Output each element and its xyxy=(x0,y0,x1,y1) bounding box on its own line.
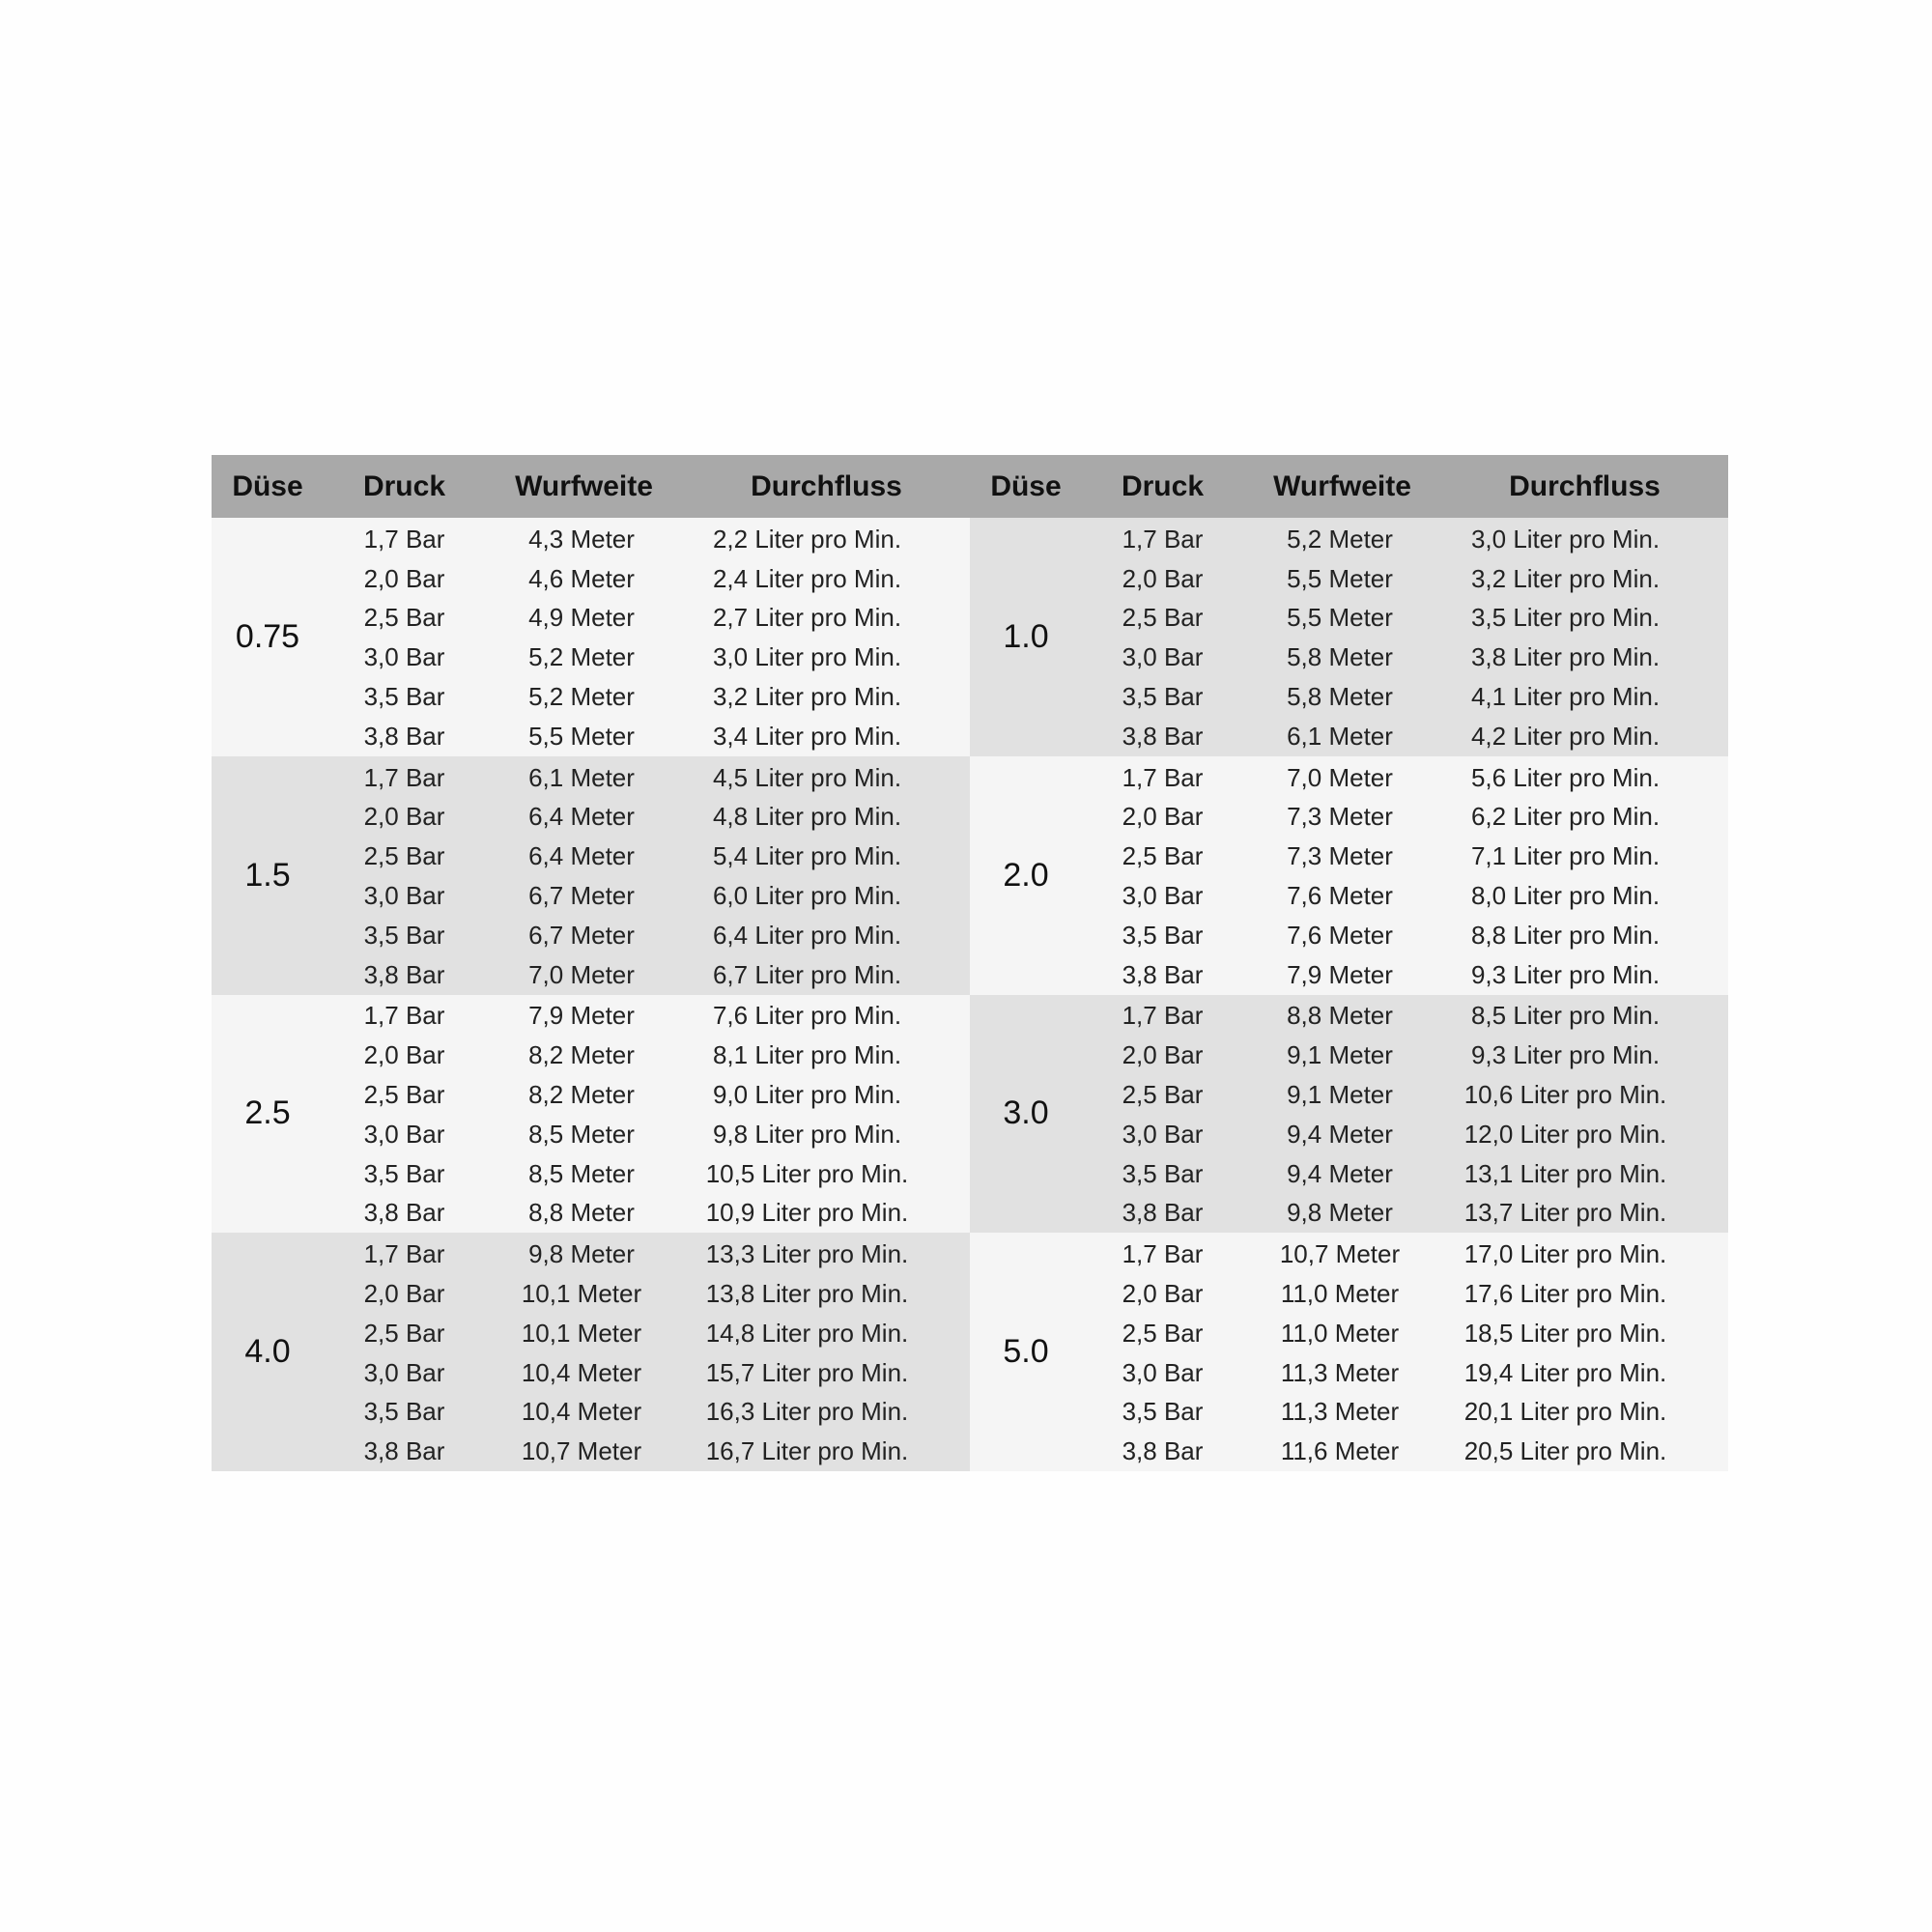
table-row xyxy=(324,798,970,838)
druck-cell: 2,5 Bar xyxy=(1122,841,1204,871)
wurfweite-cell: 5,5 Meter xyxy=(1287,603,1393,633)
nozzle-size: 5.0 xyxy=(1003,1333,1049,1371)
druck-cell: 2,0 Bar xyxy=(1122,563,1204,593)
wurfweite-cell: 9,4 Meter xyxy=(1287,1158,1393,1188)
nozzle-size: 1.0 xyxy=(1003,617,1049,655)
nozzle-size: 2.0 xyxy=(1003,856,1049,894)
table-row xyxy=(1082,1115,1728,1154)
durchfluss-cell: 5,4 Liter pro Min. xyxy=(712,841,902,871)
druck-cell: 3,5 Bar xyxy=(363,682,445,712)
wurfweite-cell: 7,0 Meter xyxy=(1287,762,1393,792)
druck-cell: 3,8 Bar xyxy=(1122,721,1204,751)
durchfluss-cell: 17,0 Liter pro Min. xyxy=(1463,1239,1667,1269)
nozzle-group-row xyxy=(212,756,1728,995)
durchfluss-cell: 10,9 Liter pro Min. xyxy=(705,1198,909,1228)
wurfweite-cell: 10,4 Meter xyxy=(521,1357,642,1387)
druck-cell: 2,0 Bar xyxy=(1122,802,1204,832)
wurfweite-cell: 10,7 Meter xyxy=(521,1436,642,1466)
druck-cell: 3,5 Bar xyxy=(363,920,445,950)
table-row xyxy=(324,1235,970,1274)
druck-cell: 1,7 Bar xyxy=(1122,1001,1204,1031)
measurement-lines xyxy=(1082,995,1728,1234)
druck-cell: 1,7 Bar xyxy=(363,1239,445,1269)
druck-cell: 3,0 Bar xyxy=(363,1119,445,1149)
wurfweite-cell: 11,3 Meter xyxy=(1280,1357,1400,1387)
wurfweite-cell: 7,6 Meter xyxy=(1287,881,1393,911)
durchfluss-cell: 14,8 Liter pro Min. xyxy=(705,1318,909,1348)
durchfluss-cell: 10,5 Liter pro Min. xyxy=(705,1158,909,1188)
durchfluss-cell: 4,2 Liter pro Min. xyxy=(1470,721,1661,751)
durchfluss-cell: 7,1 Liter pro Min. xyxy=(1470,841,1661,871)
durchfluss-cell: 3,0 Liter pro Min. xyxy=(1470,524,1661,554)
wurfweite-cell: 6,1 Meter xyxy=(528,762,635,792)
druck-cell: 2,5 Bar xyxy=(363,841,445,871)
table-row xyxy=(324,916,970,955)
durchfluss-cell: 6,7 Liter pro Min. xyxy=(712,959,902,989)
header-duese-left: Düse xyxy=(232,469,303,502)
durchfluss-cell: 3,4 Liter pro Min. xyxy=(712,721,902,751)
nozzle-size: 3.0 xyxy=(1003,1094,1049,1132)
wurfweite-cell: 9,8 Meter xyxy=(528,1239,635,1269)
wurfweite-cell: 8,2 Meter xyxy=(528,1080,635,1110)
druck-cell: 2,0 Bar xyxy=(1122,1040,1204,1070)
durchfluss-cell: 8,1 Liter pro Min. xyxy=(712,1040,902,1070)
druck-cell: 3,5 Bar xyxy=(363,1397,445,1427)
wurfweite-cell: 5,2 Meter xyxy=(528,682,635,712)
durchfluss-cell: 3,5 Liter pro Min. xyxy=(1470,603,1661,633)
durchfluss-cell: 6,0 Liter pro Min. xyxy=(712,881,902,911)
druck-cell: 3,8 Bar xyxy=(1122,1436,1204,1466)
table-body xyxy=(212,518,1728,1471)
wurfweite-cell: 11,0 Meter xyxy=(1280,1318,1400,1348)
durchfluss-cell: 9,3 Liter pro Min. xyxy=(1470,959,1661,989)
wurfweite-cell: 7,9 Meter xyxy=(528,1001,635,1031)
wurfweite-cell: 5,2 Meter xyxy=(528,642,635,672)
durchfluss-cell: 8,0 Liter pro Min. xyxy=(1470,881,1661,911)
wurfweite-cell: 10,4 Meter xyxy=(521,1397,642,1427)
wurfweite-cell: 7,9 Meter xyxy=(1287,959,1393,989)
table-row xyxy=(324,559,970,599)
header-duese-right: Düse xyxy=(990,469,1062,502)
druck-cell: 3,8 Bar xyxy=(363,1198,445,1228)
druck-cell: 1,7 Bar xyxy=(363,1001,445,1031)
nozzle-group-row xyxy=(212,518,1728,756)
wurfweite-cell: 4,6 Meter xyxy=(528,563,635,593)
table-row xyxy=(324,638,970,677)
wurfweite-cell: 8,8 Meter xyxy=(528,1198,635,1228)
table-row xyxy=(324,1115,970,1154)
header-durchfluss-right: Durchfluss xyxy=(1509,469,1661,502)
druck-cell: 2,5 Bar xyxy=(1122,603,1204,633)
table-row xyxy=(1082,1353,1728,1393)
nozzle-block-left xyxy=(212,1233,970,1471)
wurfweite-cell: 7,3 Meter xyxy=(1287,802,1393,832)
wurfweite-cell: 6,4 Meter xyxy=(528,841,635,871)
druck-cell: 3,0 Bar xyxy=(1122,881,1204,911)
table-row xyxy=(324,520,970,559)
nozzle-size: 1.5 xyxy=(244,856,291,894)
table-row xyxy=(1082,520,1728,559)
wurfweite-cell: 7,3 Meter xyxy=(1287,841,1393,871)
table-row xyxy=(1082,1314,1728,1353)
druck-cell: 3,0 Bar xyxy=(1122,1119,1204,1149)
durchfluss-cell: 8,5 Liter pro Min. xyxy=(1470,1001,1661,1031)
durchfluss-cell: 3,2 Liter pro Min. xyxy=(1470,563,1661,593)
measurement-lines xyxy=(1082,756,1728,995)
wurfweite-cell: 9,1 Meter xyxy=(1287,1080,1393,1110)
durchfluss-cell: 12,0 Liter pro Min. xyxy=(1463,1119,1667,1149)
durchfluss-cell: 3,0 Liter pro Min. xyxy=(712,642,902,672)
table-row xyxy=(1082,1075,1728,1115)
durchfluss-cell: 10,6 Liter pro Min. xyxy=(1463,1080,1667,1110)
table-row xyxy=(1082,1235,1728,1274)
durchfluss-cell: 13,1 Liter pro Min. xyxy=(1463,1158,1667,1188)
measurement-lines xyxy=(324,1233,970,1471)
wurfweite-cell: 10,1 Meter xyxy=(521,1279,642,1309)
wurfweite-cell: 10,7 Meter xyxy=(1279,1239,1401,1269)
measurement-lines xyxy=(324,518,970,756)
table-row xyxy=(324,599,970,639)
wurfweite-cell: 5,5 Meter xyxy=(528,721,635,751)
nozzle-block-right xyxy=(970,518,1728,756)
table-row xyxy=(1082,1036,1728,1075)
druck-cell: 2,0 Bar xyxy=(363,802,445,832)
table-header xyxy=(212,455,1728,518)
durchfluss-cell: 18,5 Liter pro Min. xyxy=(1463,1318,1667,1348)
druck-cell: 1,7 Bar xyxy=(363,762,445,792)
table-row xyxy=(324,1353,970,1393)
durchfluss-cell: 7,6 Liter pro Min. xyxy=(712,1001,902,1031)
druck-cell: 3,8 Bar xyxy=(363,721,445,751)
durchfluss-cell: 9,3 Liter pro Min. xyxy=(1470,1040,1661,1070)
table-row xyxy=(324,758,970,798)
druck-cell: 3,8 Bar xyxy=(1122,959,1204,989)
wurfweite-cell: 8,5 Meter xyxy=(528,1119,635,1149)
wurfweite-cell: 9,8 Meter xyxy=(1287,1198,1393,1228)
wurfweite-cell: 6,7 Meter xyxy=(528,881,635,911)
table-row xyxy=(324,1393,970,1433)
durchfluss-cell: 20,1 Liter pro Min. xyxy=(1463,1397,1667,1427)
table-row xyxy=(324,677,970,717)
nozzle-table xyxy=(212,455,1728,1471)
durchfluss-cell: 17,6 Liter pro Min. xyxy=(1463,1279,1667,1309)
table-row xyxy=(1082,1154,1728,1194)
durchfluss-cell: 6,2 Liter pro Min. xyxy=(1470,802,1661,832)
wurfweite-cell: 7,0 Meter xyxy=(528,959,635,989)
durchfluss-cell: 9,0 Liter pro Min. xyxy=(712,1080,902,1110)
durchfluss-cell: 13,8 Liter pro Min. xyxy=(705,1279,909,1309)
druck-cell: 2,0 Bar xyxy=(363,1279,445,1309)
durchfluss-cell: 5,6 Liter pro Min. xyxy=(1470,762,1661,792)
nozzle-block-right xyxy=(970,995,1728,1234)
table-row xyxy=(1082,559,1728,599)
durchfluss-cell: 6,4 Liter pro Min. xyxy=(712,920,902,950)
durchfluss-cell: 2,2 Liter pro Min. xyxy=(712,524,902,554)
header-druck-right: Druck xyxy=(1121,469,1205,502)
table-row xyxy=(324,717,970,756)
measurement-lines xyxy=(1082,1233,1728,1471)
druck-cell: 3,8 Bar xyxy=(363,1436,445,1466)
nozzle-block-right xyxy=(970,756,1728,995)
nozzle-block-left xyxy=(212,518,970,756)
durchfluss-cell: 16,7 Liter pro Min. xyxy=(705,1436,909,1466)
durchfluss-cell: 8,8 Liter pro Min. xyxy=(1470,920,1661,950)
wurfweite-cell: 10,1 Meter xyxy=(521,1318,642,1348)
table-row xyxy=(1082,997,1728,1037)
nozzle-size: 2.5 xyxy=(244,1094,291,1132)
nozzle-group-row xyxy=(212,995,1728,1234)
table-row xyxy=(324,1314,970,1353)
druck-cell: 2,5 Bar xyxy=(363,603,445,633)
nozzle-block-right xyxy=(970,1233,1728,1471)
table-row xyxy=(324,997,970,1037)
table-row xyxy=(324,876,970,916)
table-row xyxy=(1082,916,1728,955)
nozzle-size: 4.0 xyxy=(244,1333,291,1371)
table-row xyxy=(324,1154,970,1194)
durchfluss-cell: 16,3 Liter pro Min. xyxy=(705,1397,909,1427)
druck-cell: 3,0 Bar xyxy=(363,642,445,672)
table-row xyxy=(1082,1194,1728,1234)
table-row xyxy=(1082,717,1728,756)
table-row xyxy=(1082,599,1728,639)
druck-cell: 3,5 Bar xyxy=(1122,920,1204,950)
nozzle-group-row xyxy=(212,1233,1728,1471)
table-row xyxy=(324,1194,970,1234)
nozzle-block-left xyxy=(212,995,970,1234)
wurfweite-cell: 6,1 Meter xyxy=(1287,721,1393,751)
druck-cell: 3,5 Bar xyxy=(363,1158,445,1188)
durchfluss-cell: 2,4 Liter pro Min. xyxy=(712,563,902,593)
durchfluss-cell: 4,8 Liter pro Min. xyxy=(712,802,902,832)
table-row xyxy=(1082,798,1728,838)
header-druck-left: Druck xyxy=(362,469,446,502)
druck-cell: 3,8 Bar xyxy=(363,959,445,989)
header-wurfweite-left: Wurfweite xyxy=(515,469,653,502)
wurfweite-cell: 5,8 Meter xyxy=(1287,642,1393,672)
durchfluss-cell: 4,5 Liter pro Min. xyxy=(712,762,902,792)
durchfluss-cell: 15,7 Liter pro Min. xyxy=(705,1357,909,1387)
table-row xyxy=(1082,638,1728,677)
druck-cell: 2,5 Bar xyxy=(363,1080,445,1110)
table-row xyxy=(1082,677,1728,717)
header-wurfweite-right: Wurfweite xyxy=(1273,469,1411,502)
druck-cell: 3,0 Bar xyxy=(1122,1357,1204,1387)
durchfluss-cell: 13,7 Liter pro Min. xyxy=(1463,1198,1667,1228)
wurfweite-cell: 5,8 Meter xyxy=(1287,682,1393,712)
druck-cell: 2,5 Bar xyxy=(1122,1080,1204,1110)
table-row xyxy=(1082,876,1728,916)
measurement-lines xyxy=(1082,518,1728,756)
table-row xyxy=(1082,1393,1728,1433)
druck-cell: 2,0 Bar xyxy=(363,563,445,593)
druck-cell: 3,5 Bar xyxy=(1122,682,1204,712)
druck-cell: 3,8 Bar xyxy=(1122,1198,1204,1228)
table-row xyxy=(324,837,970,876)
durchfluss-cell: 13,3 Liter pro Min. xyxy=(705,1239,909,1269)
durchfluss-cell: 2,7 Liter pro Min. xyxy=(712,603,902,633)
wurfweite-cell: 11,0 Meter xyxy=(1280,1279,1400,1309)
table-row xyxy=(324,955,970,995)
durchfluss-cell: 4,1 Liter pro Min. xyxy=(1470,682,1661,712)
druck-cell: 2,0 Bar xyxy=(1122,1279,1204,1309)
wurfweite-cell: 9,1 Meter xyxy=(1287,1040,1393,1070)
wurfweite-cell: 4,9 Meter xyxy=(528,603,635,633)
druck-cell: 3,5 Bar xyxy=(1122,1158,1204,1188)
druck-cell: 1,7 Bar xyxy=(1122,762,1204,792)
wurfweite-cell: 4,3 Meter xyxy=(528,524,635,554)
wurfweite-cell: 6,7 Meter xyxy=(528,920,635,950)
wurfweite-cell: 9,4 Meter xyxy=(1287,1119,1393,1149)
wurfweite-cell: 11,6 Meter xyxy=(1280,1436,1400,1466)
table-row xyxy=(1082,837,1728,876)
druck-cell: 3,0 Bar xyxy=(363,1357,445,1387)
wurfweite-cell: 8,2 Meter xyxy=(528,1040,635,1070)
druck-cell: 2,5 Bar xyxy=(1122,1318,1204,1348)
druck-cell: 1,7 Bar xyxy=(1122,524,1204,554)
wurfweite-cell: 11,3 Meter xyxy=(1280,1397,1400,1427)
druck-cell: 3,5 Bar xyxy=(1122,1397,1204,1427)
measurement-lines xyxy=(324,756,970,995)
druck-cell: 2,5 Bar xyxy=(363,1318,445,1348)
durchfluss-cell: 20,5 Liter pro Min. xyxy=(1463,1436,1667,1466)
druck-cell: 3,0 Bar xyxy=(1122,642,1204,672)
table-row xyxy=(1082,1432,1728,1471)
measurement-lines xyxy=(324,995,970,1234)
druck-cell: 3,0 Bar xyxy=(363,881,445,911)
durchfluss-cell: 9,8 Liter pro Min. xyxy=(712,1119,902,1149)
durchfluss-cell: 3,8 Liter pro Min. xyxy=(1470,642,1661,672)
wurfweite-cell: 6,4 Meter xyxy=(528,802,635,832)
wurfweite-cell: 5,5 Meter xyxy=(1287,563,1393,593)
wurfweite-cell: 7,6 Meter xyxy=(1287,920,1393,950)
druck-cell: 2,0 Bar xyxy=(363,1040,445,1070)
table-row xyxy=(324,1036,970,1075)
table-row xyxy=(324,1274,970,1314)
druck-cell: 1,7 Bar xyxy=(363,524,445,554)
table-row xyxy=(1082,955,1728,995)
header-durchfluss-left: Durchfluss xyxy=(751,469,902,502)
nozzle-block-left xyxy=(212,756,970,995)
table-row xyxy=(324,1432,970,1471)
wurfweite-cell: 8,8 Meter xyxy=(1287,1001,1393,1031)
wurfweite-cell: 5,2 Meter xyxy=(1287,524,1393,554)
wurfweite-cell: 8,5 Meter xyxy=(528,1158,635,1188)
table-row xyxy=(1082,758,1728,798)
nozzle-size: 0.75 xyxy=(235,617,300,655)
table-row xyxy=(324,1075,970,1115)
druck-cell: 1,7 Bar xyxy=(1122,1239,1204,1269)
durchfluss-cell: 3,2 Liter pro Min. xyxy=(712,682,902,712)
durchfluss-cell: 19,4 Liter pro Min. xyxy=(1463,1357,1667,1387)
table-row xyxy=(1082,1274,1728,1314)
